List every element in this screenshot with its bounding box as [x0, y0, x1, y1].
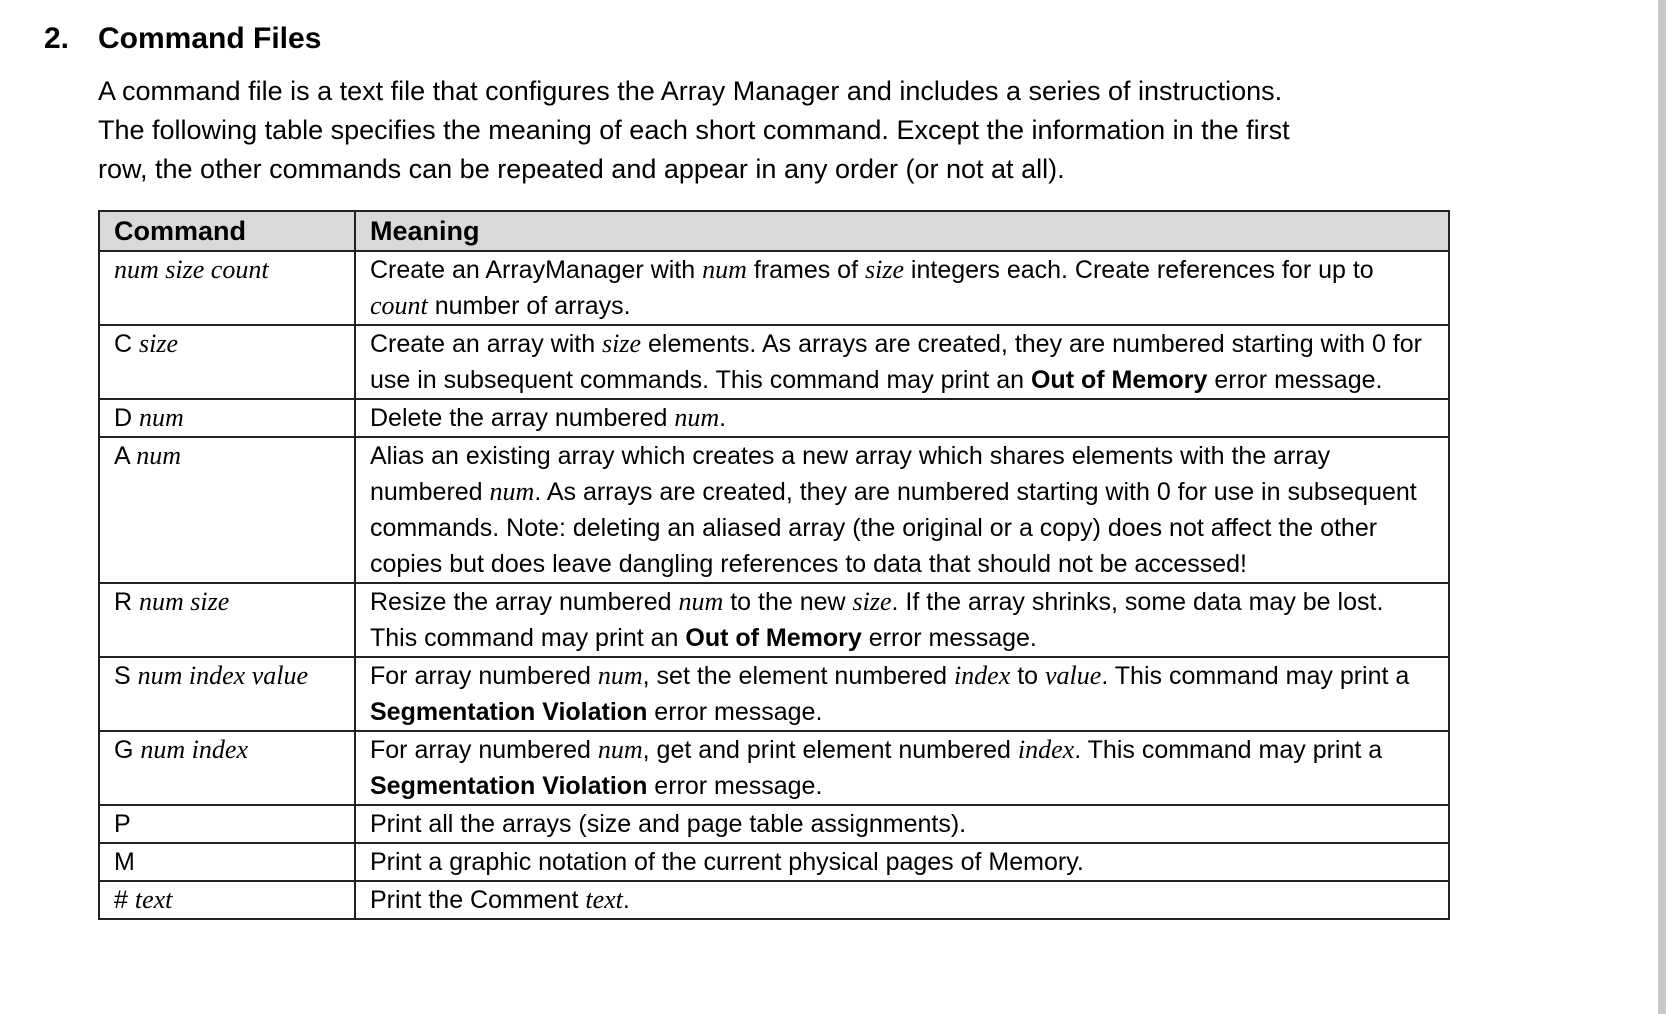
- cell-text: M: [114, 848, 135, 876]
- cell-text: Alias an existing array which creates a new array which shares elements with the array numbered: [370, 442, 1331, 506]
- command-cell: [99, 657, 355, 731]
- table-row: [99, 805, 1449, 843]
- cell-text: S: [114, 662, 138, 690]
- table-row: [99, 657, 1449, 731]
- intro-line: A command file is a text file that configures the Array Manager and includes a series of instructions.: [98, 76, 1283, 106]
- italic-text: count: [370, 291, 428, 320]
- cell-text: G: [114, 736, 141, 764]
- table-header-row: [99, 211, 1449, 251]
- command-cell: [99, 399, 355, 437]
- command-cell: [99, 583, 355, 657]
- cell-text: to: [1010, 662, 1046, 690]
- cell-text: error message.: [647, 772, 823, 800]
- table-row: [99, 437, 1449, 583]
- table-row: [99, 399, 1449, 437]
- italic-text: size: [864, 255, 904, 284]
- italic-text: num: [702, 255, 747, 284]
- cell-text: error message.: [1207, 366, 1383, 394]
- cell-text: #: [114, 886, 135, 914]
- meaning-cell: [355, 805, 1449, 843]
- italic-text: num: [136, 441, 182, 470]
- cell-text: Create an ArrayManager with: [370, 256, 703, 284]
- command-cell: [99, 843, 355, 881]
- cell-text: Print a graphic notation of the current physical pages of Memory.: [370, 848, 1084, 876]
- bold-text: Out of Memory: [1030, 366, 1208, 394]
- column-header-command: Command: [99, 211, 355, 251]
- table-row: [99, 251, 1449, 325]
- cell-text: Resize the array numbered: [370, 588, 679, 616]
- italic-text: num: [489, 477, 535, 506]
- italic-text: size: [852, 587, 892, 616]
- table-body: [99, 251, 1449, 919]
- cell-text: Delete the array numbered: [370, 404, 675, 432]
- table-row: [99, 881, 1449, 919]
- cell-text: integers each. Create references for up to: [903, 256, 1374, 284]
- cell-text: . This command may print a: [1074, 736, 1383, 764]
- italic-text: num: [597, 735, 643, 764]
- cell-text: Print the Comment: [370, 886, 586, 914]
- italic-text: num size count: [114, 255, 269, 284]
- command-cell: [99, 251, 355, 325]
- italic-text: size: [139, 329, 178, 358]
- command-cell: [99, 731, 355, 805]
- italic-text: text: [585, 885, 623, 914]
- command-table: [98, 210, 1450, 920]
- italic-text: value: [1045, 661, 1102, 690]
- cell-text: number of arrays.: [427, 292, 631, 320]
- meaning-cell: [355, 881, 1449, 919]
- meaning-cell: [355, 583, 1449, 657]
- command-cell: [99, 325, 355, 399]
- cell-text: A: [114, 442, 137, 470]
- cell-text: .: [719, 404, 727, 432]
- cell-text: . This command may print a: [1101, 662, 1410, 690]
- cell-text: error message.: [861, 624, 1037, 652]
- cell-text: C: [114, 330, 139, 358]
- meaning-cell: [355, 731, 1449, 805]
- italic-text: num index: [140, 735, 248, 764]
- italic-text: num: [674, 403, 720, 432]
- cell-text: frames of: [746, 256, 865, 284]
- italic-text: text: [134, 885, 173, 914]
- meaning-cell: [355, 251, 1449, 325]
- cell-text: R: [114, 588, 139, 616]
- cell-text: Create an array with: [370, 330, 603, 358]
- cell-text: , get and print element numbered: [642, 736, 1018, 764]
- cell-text: P: [114, 810, 131, 838]
- bold-text: Segmentation Violation: [370, 772, 648, 800]
- window-edge: [1658, 0, 1666, 1014]
- cell-text: D: [114, 404, 139, 432]
- intro-line: row, the other commands can be repeated and appear in any order (or not at all).: [98, 154, 1065, 184]
- meaning-cell: [355, 657, 1449, 731]
- italic-text: num: [597, 661, 643, 690]
- section-heading: [44, 18, 321, 60]
- cell-text: to the new: [723, 588, 853, 616]
- section-title: Command Files: [98, 22, 322, 55]
- cell-text: For array numbered: [370, 736, 598, 764]
- cell-text: For array numbered: [370, 662, 598, 690]
- table-row: [99, 731, 1449, 805]
- command-cell: [99, 805, 355, 843]
- italic-text: num: [678, 587, 724, 616]
- italic-text: index: [1017, 735, 1075, 764]
- italic-text: num: [139, 403, 184, 432]
- cell-text: .: [622, 886, 630, 914]
- cell-text: Print all the arrays (size and page table assignments).: [370, 810, 967, 838]
- meaning-cell: [355, 325, 1449, 399]
- cell-text: . As arrays are created, they are numbered starting with 0 for use in subsequent commands. Note: deleting an aliased array (the original or a copy) does not affect the other copies but does leave dangling references to data that should not be accessed!: [370, 478, 1417, 578]
- cell-text: . If the array shrinks, some data may be lost. This command may print an: [370, 588, 1384, 652]
- command-cell: [99, 881, 355, 919]
- italic-text: num index value: [137, 661, 309, 690]
- intro-paragraph: [98, 72, 1478, 189]
- column-header-meaning: Meaning: [355, 211, 1449, 251]
- intro-line: The following table specifies the meaning of each short command. Except the information in the first: [98, 115, 1290, 145]
- italic-text: index: [953, 661, 1011, 690]
- command-cell: [99, 437, 355, 583]
- cell-text: error message.: [647, 698, 823, 726]
- meaning-cell: [355, 399, 1449, 437]
- meaning-cell: [355, 437, 1449, 583]
- italic-text: size: [602, 329, 642, 358]
- table-row: [99, 325, 1449, 399]
- bold-text: Segmentation Violation: [370, 698, 648, 726]
- italic-text: num size: [139, 587, 230, 616]
- cell-text: , set the element numbered: [642, 662, 954, 690]
- cell-text: elements. As arrays are created, they are numbered starting with 0 for use in subsequent commands. This command may print an: [370, 330, 1422, 394]
- meaning-cell: [355, 843, 1449, 881]
- table-row: [99, 843, 1449, 881]
- bold-text: Out of Memory: [685, 624, 862, 652]
- section-number: 2.: [44, 22, 70, 55]
- table-row: [99, 583, 1449, 657]
